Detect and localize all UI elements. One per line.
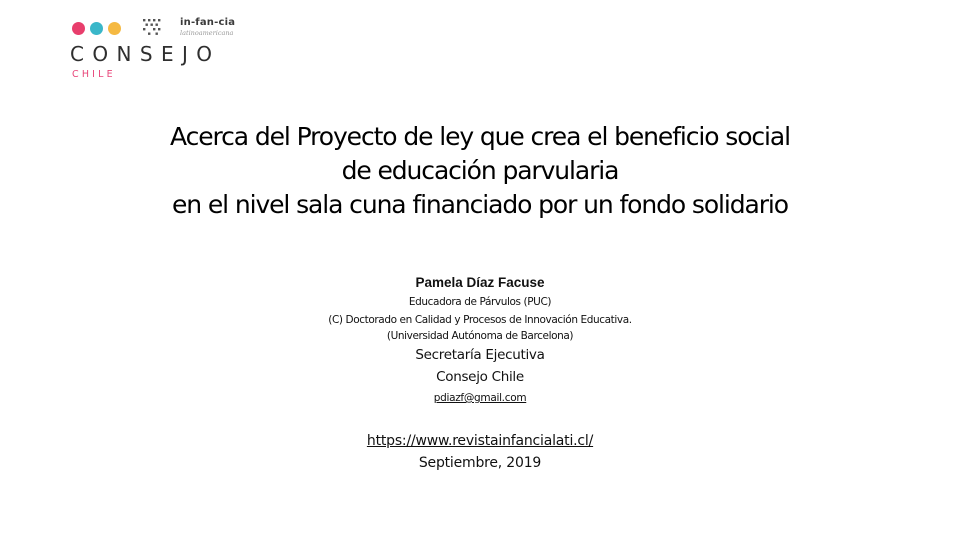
author-role: Secretaría Ejecutiva xyxy=(415,347,545,363)
title-line-1: Acerca del Proyecto de ley que crea el beneficio social xyxy=(170,122,790,151)
logo-dot-yellow xyxy=(108,22,121,35)
author-organization: Consejo Chile xyxy=(436,369,524,385)
author-email-link[interactable]: pdiazf@gmail.com xyxy=(433,392,527,404)
logo-brand-country: CHILE xyxy=(72,69,116,80)
author-credential-university: (Universidad Autónoma de Barcelona) xyxy=(386,330,574,342)
author-credential-doctorate: (C) Doctorado en Calidad y Procesos de Innovación Educativa. xyxy=(328,314,632,326)
logo-brand-main: CONSEJO xyxy=(70,42,221,66)
presentation-date: Septiembre, 2019 xyxy=(418,455,542,471)
title-line-3: en el nivel sala cuna financiado por un fondo solidario xyxy=(172,190,788,219)
author-name: Pamela Díaz Facuse xyxy=(415,275,545,290)
presentation-title xyxy=(40,120,920,222)
logo-dot-pink xyxy=(72,22,85,35)
logo-brand-top: in-fan-cia xyxy=(180,17,236,28)
logo-dot-teal xyxy=(90,22,103,35)
title-line-2: de educación parvularia xyxy=(341,156,619,185)
website-link[interactable]: https://www.revistainfancialati.cl/ xyxy=(366,433,594,449)
logo-brand-subtitle: latinoamericana xyxy=(180,29,234,37)
consejo-chile-logo xyxy=(70,16,260,86)
author-credential-degree: Educadora de Párvulos (PUC) xyxy=(408,296,552,308)
infancia-grid-icon xyxy=(142,18,162,36)
